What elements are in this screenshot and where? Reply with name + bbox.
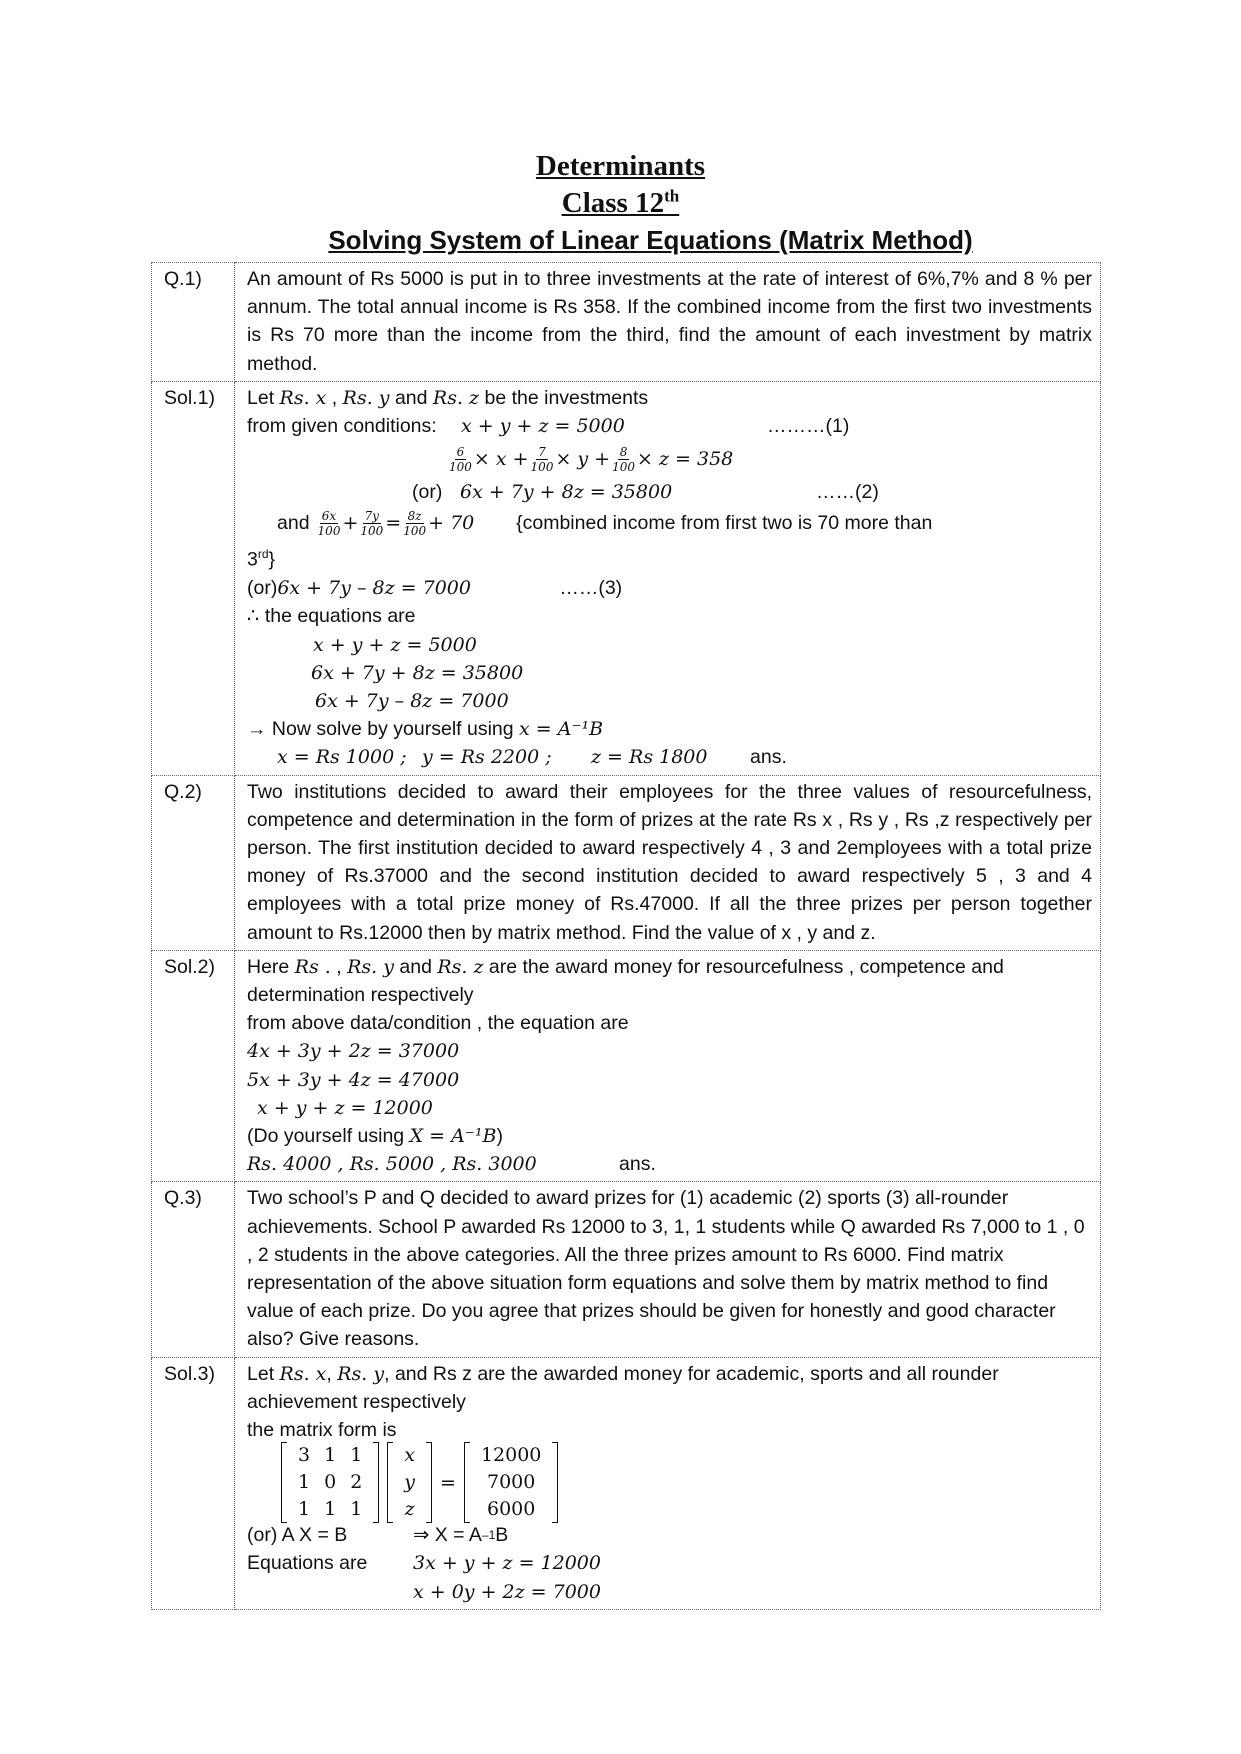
- class-heading: Class 12th: [561, 186, 680, 219]
- solution-label: Sol.2): [152, 950, 235, 1182]
- question-label: Q.3): [152, 1182, 235, 1357]
- matrix-b: 12000 7000 6000: [464, 1442, 558, 1523]
- solution-label: Sol.1): [152, 381, 235, 775]
- table-row: [152, 1357, 1101, 1609]
- question-text: Two institutions decided to award their employees for the three values of resourcefulness, competence and determination in the form of prizes at the rate Rs x , Rs y , Rs ,z respectively per person. The first institution decided to award respectively 4 , 3 and 2employees with a total prize money of Rs.37000 and the second institution decided to award respectively 5 , 3 and 4 employees with a total prize money of Rs.47000. If all the three prizes per person together amount to Rs.12000 then by matrix method. Find the value of x , y and z.: [235, 775, 1101, 950]
- table-row: [152, 1182, 1101, 1357]
- table-row: [152, 775, 1101, 950]
- table-row: [152, 950, 1101, 1182]
- table-row: [152, 381, 1101, 775]
- section-subtitle: Solving System of Linear Equations (Matrix Method): [328, 225, 973, 255]
- document-title: Determinants: [535, 150, 706, 182]
- table-row: [152, 263, 1101, 382]
- solution-body: Let Rs. x, Rs. y, and Rs z are the awarded money for academic, sports and all rounder achievement respectively the matrix form is 3 1 1 1 0 2 1 1 1 x y z = 12000 7000 6000 (or) A X = B ⇒ X = A –1 B Equations are 3x + y + z = 12000 x + 0y + 2z = 7000: [235, 1357, 1101, 1609]
- question-label: Q.1): [152, 263, 235, 382]
- question-table: [151, 262, 1101, 1610]
- matrix-x: x y z: [387, 1442, 432, 1523]
- question-text: An amount of Rs 5000 is put in to three investments at the rate of interest of 6%,7% and 8 % per annum. The total annual income is Rs 358. If the combined income from the first two investments is Rs 70 more than the income from the third, find the amount of each investment by matrix method.: [235, 263, 1101, 382]
- question-label: Q.2): [152, 775, 235, 950]
- matrix-a: 3 1 1 1 0 2 1 1 1: [281, 1442, 379, 1523]
- question-text: Two school’s P and Q decided to award prizes for (1) academic (2) sports (3) all-rounder achievements. School P awarded Rs 12000 to 3, 1, 1 students while Q awarded Rs 7,000 to 1 , 0 , 2 students in the above categories. All the three prizes amount to Rs 6000. Find matrix representation of the above situation form equations and solve them by matrix method to find value of each prize. Do you agree that prizes should be given for honestly and good character also? Give reasons.: [235, 1182, 1101, 1357]
- solution-label: Sol.3): [152, 1357, 235, 1609]
- solution-body: Let Rs. x , Rs. y and Rs. z be the investments from given conditions: x + y + z = 5000 ………(1) $\frac{6}{100}$ × x + $\frac{7}{100}$ × y + $\frac{8}{100}$ × z = 358 (or) 6x + 7y + 8z = 35800 ……(2) and $\frac{6x}{100}$ + $\frac{7y}{100}$ = $\frac{8z}{100}$ + 70 {combined income from first two is 70 more than 3rd} (or) 6x + 7y – 8z = 7000 ……(3) ∴ the equations are x + y + z = 5000 6x + 7y + 8z = 35800 6x + 7y – 8z = 7000 → Now solve by yourself using x = A⁻¹B x = Rs 1000 ; y = Rs 2200 ; z = Rs 1800 ans.: [235, 381, 1101, 775]
- solution-body: Here Rs . , Rs. y and Rs. z are the award money for resourcefulness , competence and determination respectively from above data/condition , the equation are 4x + 3y + 2z = 37000 5x + 3y + 4z = 47000 x + y + z = 12000 (Do yourself using X = A⁻¹B) Rs. 4000 , Rs. 5000 , Rs. 3000 ans.: [235, 950, 1101, 1182]
